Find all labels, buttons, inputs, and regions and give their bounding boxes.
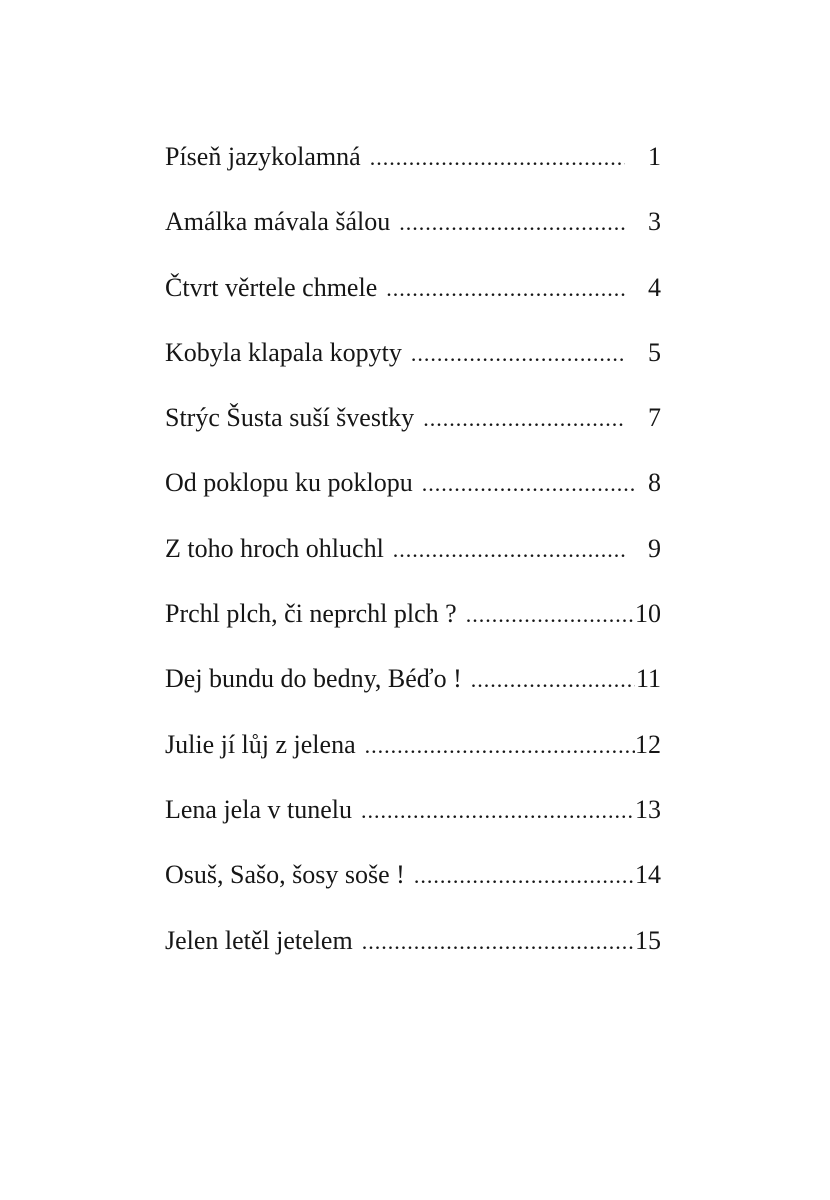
toc-dot-leader [362, 929, 635, 955]
toc-entry-title: Julie jí lůj z jelena [165, 729, 356, 759]
toc-dot-leader [361, 798, 635, 824]
toc-entry-title: Čtvrt věrtele chmele [165, 272, 378, 302]
toc-entry-title: Dej bundu do bedny, Béďo ! [165, 664, 462, 694]
toc-dot-leader [399, 210, 625, 236]
toc-dot-leader [365, 733, 635, 759]
toc-entry [165, 468, 661, 533]
table-of-contents [165, 142, 661, 991]
toc-entry-title: Amálka mávala šálou [165, 207, 391, 237]
toc-entry [165, 795, 661, 860]
toc-entry-title: Lena jela v tunelu [165, 794, 352, 824]
toc-entry [165, 599, 661, 664]
toc-dot-leader [471, 667, 635, 693]
toc-entry-title: Kobyla klapala kopyty [165, 337, 402, 367]
toc-dot-leader [414, 863, 635, 889]
toc-entry-page: 5 [648, 337, 661, 367]
toc-entry [165, 142, 661, 207]
toc-entry-title: Píseň jazykolamná [165, 142, 361, 171]
toc-entry [165, 534, 661, 599]
toc-entry [165, 664, 661, 729]
toc-dot-leader [370, 145, 625, 171]
toc-entry-page: 10 [635, 599, 661, 629]
toc-dot-leader [386, 276, 625, 302]
toc-entry-page: 9 [648, 533, 661, 563]
toc-entry-page: 3 [648, 207, 661, 237]
toc-entry [165, 926, 661, 991]
toc-dot-leader [411, 341, 625, 367]
toc-entry [165, 403, 661, 468]
toc-entry-page: 8 [648, 468, 661, 498]
toc-entry-title: Prchl plch, či neprchl plch ? [165, 599, 457, 629]
toc-entry-page: 15 [635, 925, 661, 955]
toc-entry-title: Od poklopu ku poklopu [165, 468, 413, 498]
toc-entry-page: 13 [635, 794, 661, 824]
toc-entry-title: Strýc Šusta suší švestky [165, 403, 415, 433]
toc-entry-title: Jelen letěl jetelem [165, 925, 353, 955]
toc-entry-page: 4 [648, 272, 661, 302]
toc-entry-page: 11 [635, 664, 661, 694]
toc-entry [165, 338, 661, 403]
toc-entry-page: 14 [635, 860, 661, 890]
toc-entry-page: 1 [648, 142, 661, 171]
toc-dot-leader [466, 602, 635, 628]
toc-entry [165, 860, 661, 925]
toc-entry-page: 12 [635, 729, 661, 759]
toc-dot-leader [393, 537, 625, 563]
toc-entry-title: Z toho hroch ohluchl [165, 533, 384, 563]
toc-entry-title: Osuš, Sašo, šosy soše ! [165, 860, 405, 890]
toc-dot-leader [423, 406, 625, 432]
toc-entry [165, 273, 661, 338]
toc-entry [165, 207, 661, 272]
toc-entry [165, 730, 661, 795]
toc-dot-leader [422, 471, 635, 497]
toc-entry-page: 7 [648, 403, 661, 433]
